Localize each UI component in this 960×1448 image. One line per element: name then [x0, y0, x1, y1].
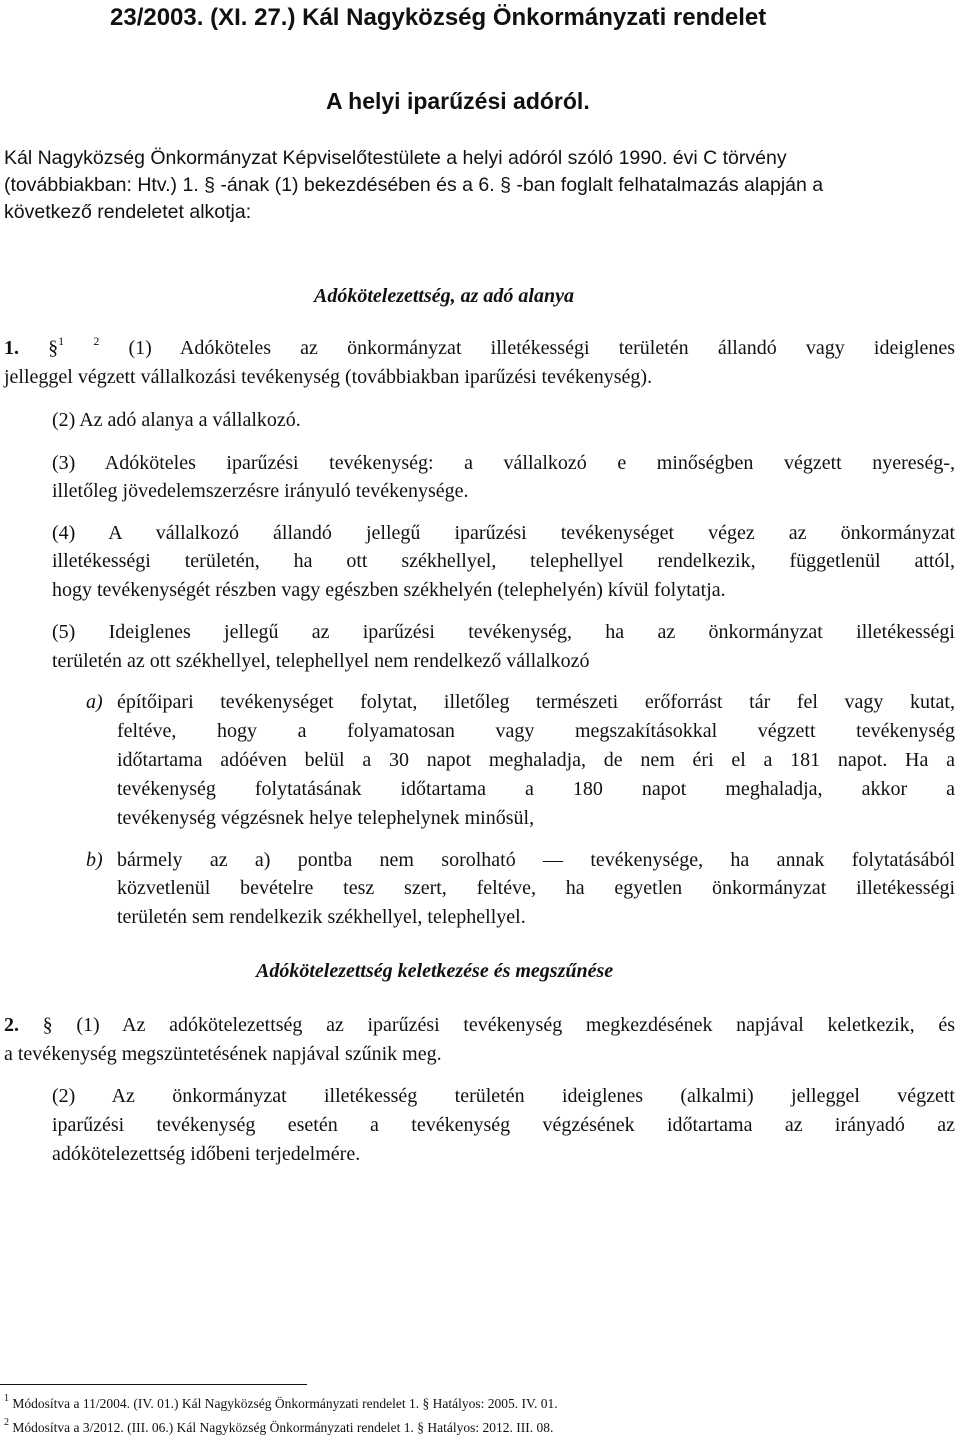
s1-p2: (2) Az adó alanya a vállalkozó.: [52, 409, 301, 431]
s1-item-b-line-2: közvetlenül bevételre tesz szert, feltéve, ha egyetlen önkormányzat illetékességi: [117, 877, 955, 899]
s1-p4-line-3: hogy tevékenységét részben vagy egészben székhelyén (telephelyén) kívül folytatja.: [52, 579, 726, 601]
s1-p4-line-1: (4) A vállalkozó állandó jellegű iparűzési tevékenységet végez az önkormányzat: [52, 522, 955, 544]
s1-p3-line-2: illetőleg jövedelemszerzésre irányuló tevékenysége.: [52, 480, 469, 502]
s2-p1-line-1: [4, 1014, 955, 1037]
document-title: 23/2003. (XI. 27.) Kál Nagyközség Önkormányzati rendelet: [110, 4, 767, 31]
s1-item-a-line-1: építőipari tevékenységet folytat, illetőleg természeti erőforrást tár fel vagy kutat,: [117, 691, 955, 713]
preamble-line-1: Kál Nagyközség Önkormányzat Képviselőtestülete a helyi adóról szóló 1990. évi C törvény: [4, 147, 787, 169]
footnote-2-number: 2: [4, 1417, 9, 1428]
s1-p1-line-1: [4, 334, 955, 360]
footnote-ref-2: 2: [93, 334, 100, 348]
footnote-2: [4, 1417, 554, 1436]
s1-item-b-label: b): [86, 849, 103, 871]
footnote-ref-1: 1: [58, 334, 65, 348]
footnote-1-number: 1: [4, 1393, 9, 1404]
s1-p5-line-2: területén az ott székhellyel, telephellyel nem rendelkező vállalkozó: [52, 650, 590, 672]
footnote-1: [4, 1393, 558, 1412]
s1-p4-line-2: illetékességi területén, ha ott székhellyel, telephellyel rendelkezik, függetlenül attól,: [52, 550, 955, 572]
s1-item-a-line-3: időtartama adóéven belül a 30 napot meghaladja, de nem éri el a 181 napot. Ha a: [117, 749, 955, 771]
footnote-separator: [0, 1384, 307, 1385]
s1-item-a-line-5: tevékenység végzésnek helye telephelynek minősül,: [117, 807, 535, 829]
s2-p2-line-1: (2) Az önkormányzat illetékesség területén ideiglenes (alkalmi) jelleggel végzett: [52, 1085, 955, 1107]
s1-item-b-line-3: területén sem rendelkezik székhellyel, telephellyel.: [117, 906, 526, 928]
s1-p3-line-1: (3) Adóköteles iparűzési tevékenység: a vállalkozó e minőségben végzett nyereség-,: [52, 452, 955, 474]
preamble-line-2: (továbbiakban: Htv.) 1. § -ának (1) bekezdésében és a 6. § -ban foglalt felhatalmazás alapján a: [4, 174, 824, 196]
s1-item-a-label: a): [86, 691, 103, 713]
s2-p1-text: (1) Az adókötelezettség az iparűzési tevékenység megkezdésének napjával keletkezik, és: [76, 1014, 955, 1036]
s1-p1-line-2: jelleggel végzett vállalkozási tevékenység (továbbiakban iparűzési tevékenység).: [4, 366, 653, 388]
footnote-1-text: Módosítva a 11/2004. (IV. 01.) Kál Nagyközség Önkormányzati rendelet 1. § Hatályos: 2005. IV. 01.: [12, 1396, 558, 1411]
s2-paragraph-sign: §: [42, 1014, 53, 1036]
footnote-2-text: Módosítva a 3/2012. (III. 06.) Kál Nagyközség Önkormányzati rendelet 1. § Hatályos: 2012. III. 08.: [12, 1420, 554, 1435]
s1-paragraph-sign: §: [48, 337, 59, 359]
s1-item-a-line-2: feltéve, hogy a folyamatosan vagy megszakításokkal végzett tevékenység: [117, 720, 955, 742]
s2-p2-line-2: iparűzési tevékenység esetén a tevékenység végzésének időtartama az irányadó az: [52, 1114, 955, 1136]
preamble-line-3: következő rendeletet alkotja:: [4, 201, 252, 223]
s1-p1-text: (1) Adóköteles az önkormányzat illetékességi területén állandó vagy ideiglenes: [128, 337, 955, 359]
s1-item-b-line-1: bármely az a) pontba nem sorolható — tevékenysége, ha annak folytatásából: [117, 849, 955, 871]
section-heading-1: Adókötelezettség, az adó alanya: [314, 285, 574, 307]
section-heading-2: Adókötelezettség keletkezése és megszűnése: [256, 960, 614, 982]
document-subtitle: A helyi iparűzési adóról.: [326, 88, 590, 114]
s2-p1-line-2: a tevékenység megszüntetésének napjával szűnik meg.: [4, 1043, 442, 1065]
s2-p2-line-3: adókötelezettség időbeni terjedelmére.: [52, 1143, 361, 1165]
s1-p5-line-1: (5) Ideiglenes jellegű az iparűzési tevékenység, ha az önkormányzat illetékességi: [52, 621, 955, 643]
s2-number: 2.: [4, 1014, 19, 1036]
s1-item-a-line-4: tevékenység folytatásának időtartama a 180 napot meghaladja, akkor a: [117, 778, 955, 800]
s1-number: 1.: [4, 337, 19, 359]
